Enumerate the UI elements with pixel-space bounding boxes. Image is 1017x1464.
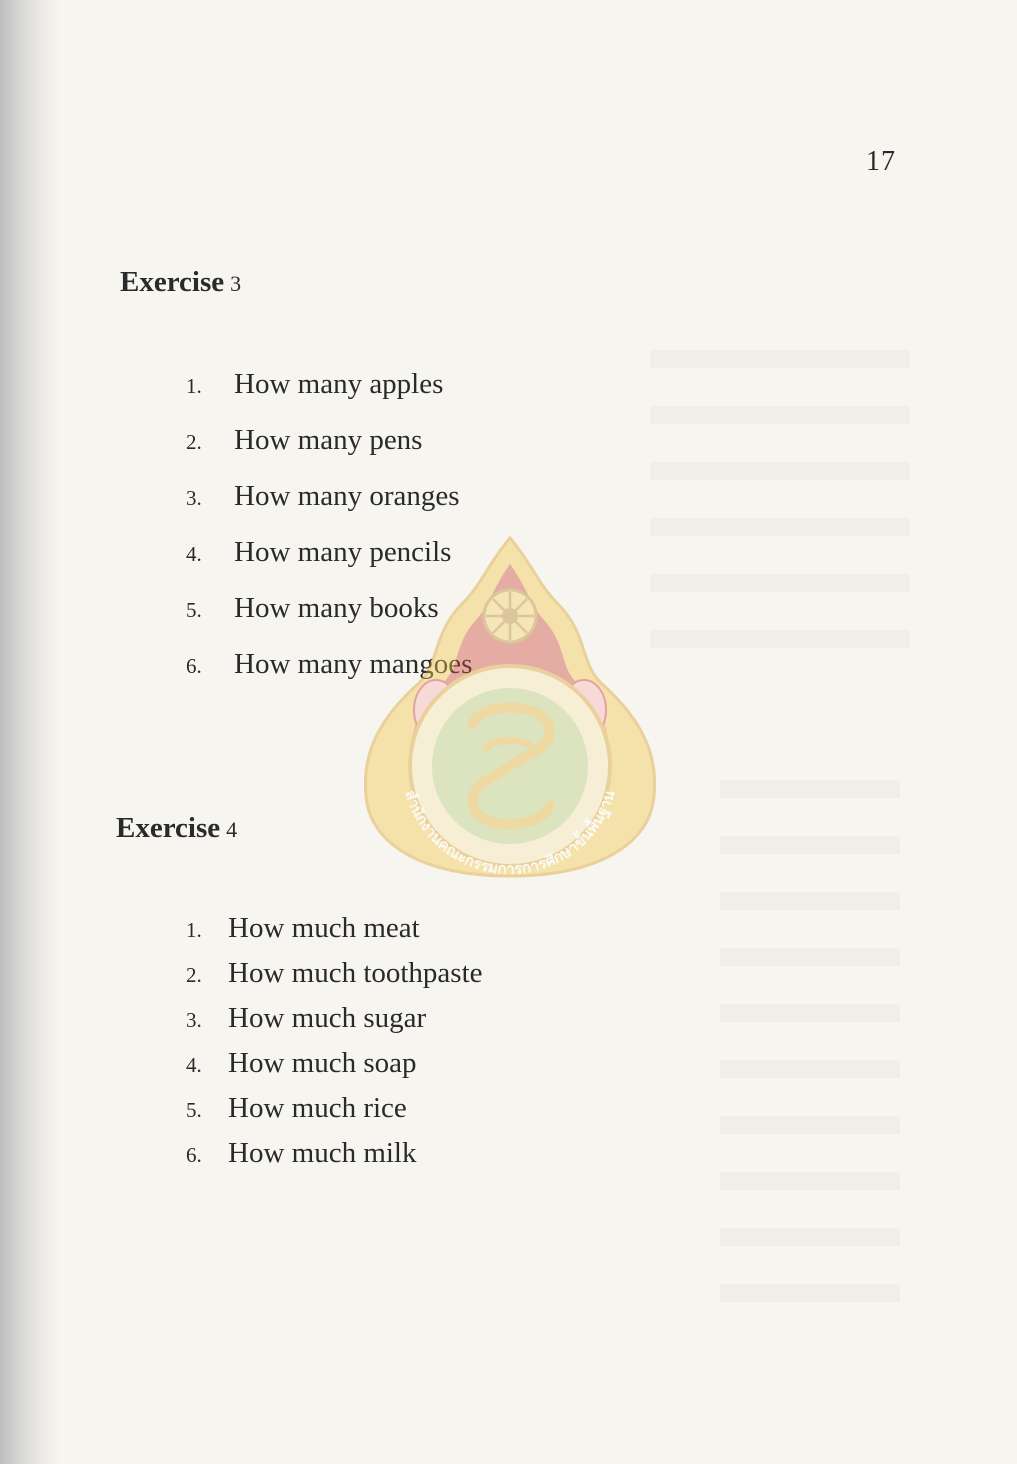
item-index: 2. [186,430,202,454]
list-item [186,912,483,957]
item-text: How much toothpaste [228,957,483,989]
item-index: 1. [186,918,202,942]
item-text: How much meat [228,912,420,944]
item-index: 5. [186,598,202,622]
exercise-4-list [186,912,483,1182]
item-index: 3. [186,486,202,510]
list-item [186,480,472,536]
item-index: 4. [186,1053,202,1077]
item-text: How many oranges [234,480,460,512]
item-text: How many pencils [234,536,452,568]
item-text: How much soap [228,1047,417,1079]
list-item [186,424,472,480]
exercise-number: 4 [226,817,238,842]
item-text: How many books [234,592,439,624]
exercise-title: Exercise [120,266,225,298]
item-text: How many pens [234,424,423,456]
seal-emblem-icon [362,534,658,880]
page-binding-shadow [0,0,60,1464]
item-index: 6. [186,654,202,678]
item-index: 2. [186,963,202,987]
exercise-number: 3 [230,271,242,296]
list-item [186,1047,483,1092]
item-index: 1. [186,374,202,398]
page-number: 17 [866,146,896,177]
seal-ring-text: สำนักงานคณะกรรมการการศึกษาขั้นพื้นฐาน [401,787,619,879]
item-text: How much milk [228,1137,417,1169]
list-item [186,368,472,424]
item-text: How much rice [228,1092,407,1124]
bleed-through-shadow [720,780,900,1320]
list-item [186,1092,483,1137]
item-index: 3. [186,1008,202,1032]
item-index: 6. [186,1143,202,1167]
exercise-3-heading [120,266,241,299]
item-index: 4. [186,542,202,566]
list-item [186,957,483,1002]
list-item [186,1002,483,1047]
exercise-4-heading [116,812,237,845]
item-text: How much sugar [228,1002,427,1034]
item-text: How many mangoes [234,648,473,680]
item-index: 5. [186,1098,202,1122]
exercise-title: Exercise [116,812,221,844]
list-item [186,1137,483,1182]
item-text: How many apples [234,368,444,400]
bleed-through-shadow [650,350,910,670]
